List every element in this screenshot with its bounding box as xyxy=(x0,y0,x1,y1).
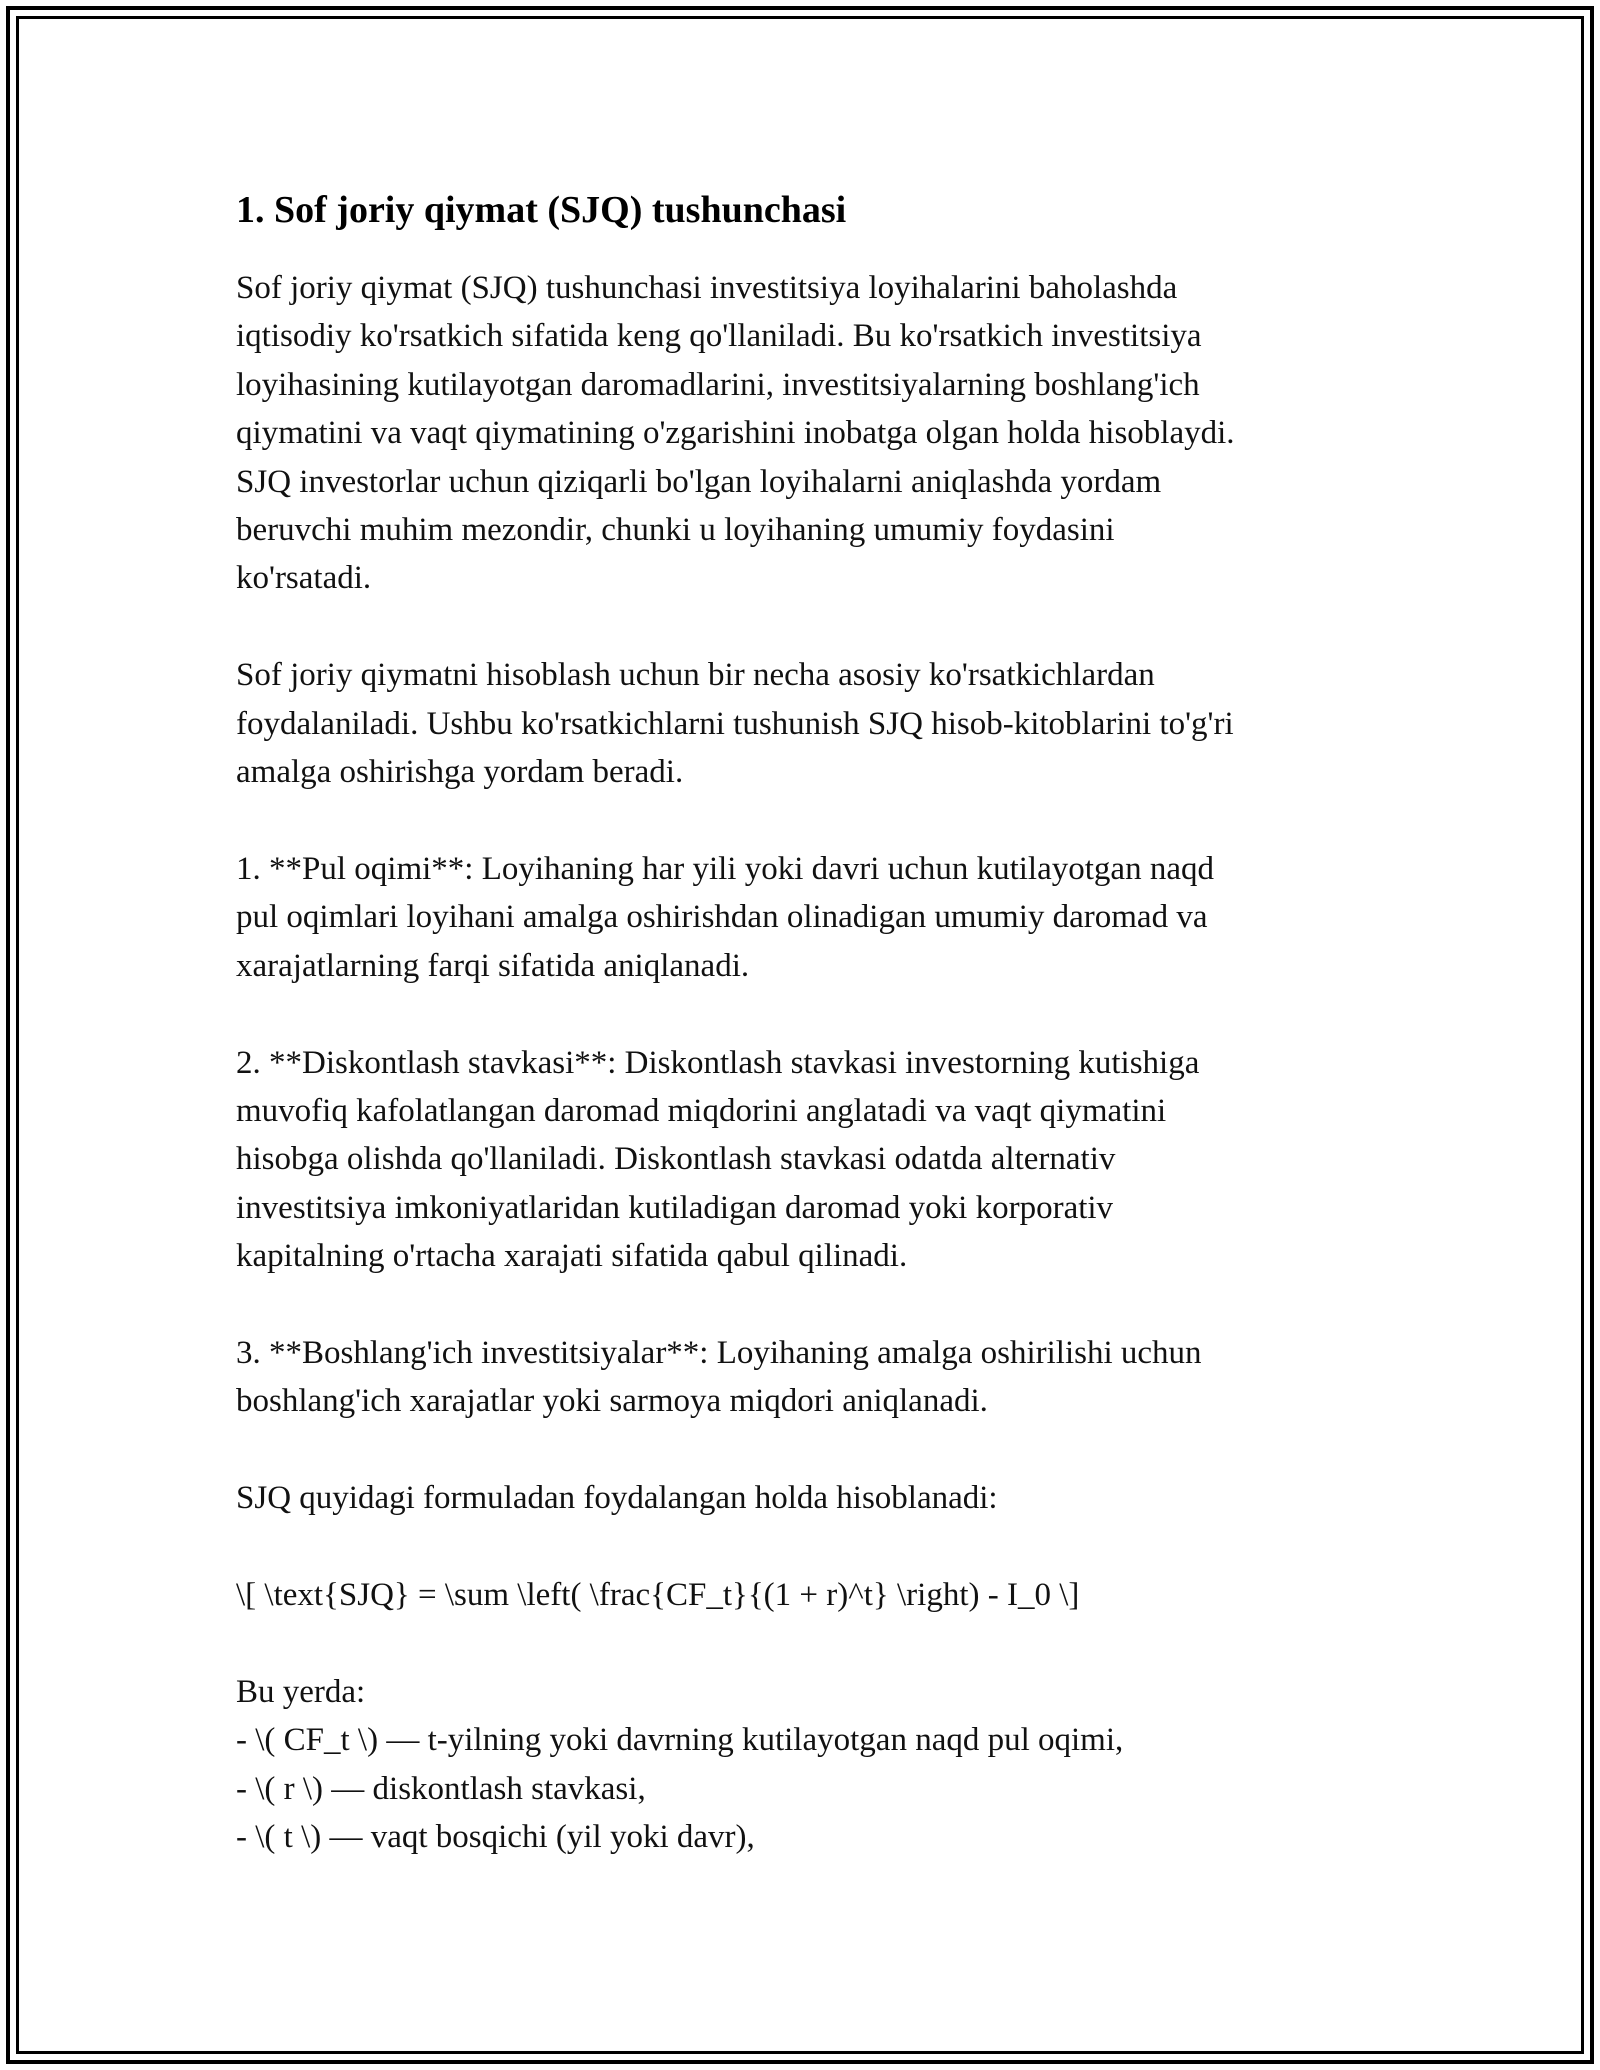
body-text: Sof joriy qiymat (SJQ) tushunchasi investitsiya loyihalarini baholashda iqtisodiy ko'rsatkich sifatida keng qo'llaniladi. Bu ko'rsatkich investitsiya loyihasining kutilayotgan daromadlarini, investitsiyalarning boshlang'ich qiymatini va vaqt qiymatining o'zgarishini inobatga olgan holda hisoblaydi. SJQ investorlar uchun qiziqarli bo'lgan loyihalarni aniqlashda yordam beruvchi muhim mezondir, chunki u loyihaning umumiy foydasini ko'rsatadi. Sof joriy qiymatni hisoblash uchun bir necha asosiy ko'rsatkichlardan foydalaniladi. Ushbu ko'rsatkichlarni tushunish SJQ hisob-kitoblarini to'g'ri amalga oshirishga yordam beradi. 1. **Pul oqimi**: Loyihaning har yili yoki davri uchun kutilayotgan naqd pul oqimlari loyihani amalga oshirishdan olinadigan umumiy daromad va xarajatlarning farqi sifatida aniqlanadi. 2. **Diskontlash stavkasi**: Diskontlash stavkasi investorning kutishiga muvofiq kafolatlangan daromad miqdorini anglatadi va vaqt qiymatini hisobga olishda qo'llaniladi. Diskontlash stavkasi odatda alternativ investitsiya imkoniyatlaridan kutiladigan daromad yoki korporativ kapitalning o'rtacha xarajati sifatida qabul qilinadi. 3. **Boshlang'ich investitsiyalar**: Loyihaning amalga oshirilishi uchun boshlang'ich xarajatlar yoki sarmoya miqdori aniqlanadi. SJQ quyidagi formuladan foydalangan holda hisoblanadi: \[ \text{SJQ} = \sum \left( \frac{CF_t}{(1 + r)^t} \right) - I_0 \] Bu yerda: - \( CF_t \) — t-yilning yoki davrning kutilayotgan naqd pul oqimi, - \( r \) — diskontlash stavkasi, - \( t \) — vaqt bosqichi (yil yoki davr), xyxy=(236,270,1235,1855)
document-content xyxy=(236,186,1366,1861)
section-heading: 1. Sof joriy qiymat (SJQ) tushunchasi xyxy=(236,189,847,231)
